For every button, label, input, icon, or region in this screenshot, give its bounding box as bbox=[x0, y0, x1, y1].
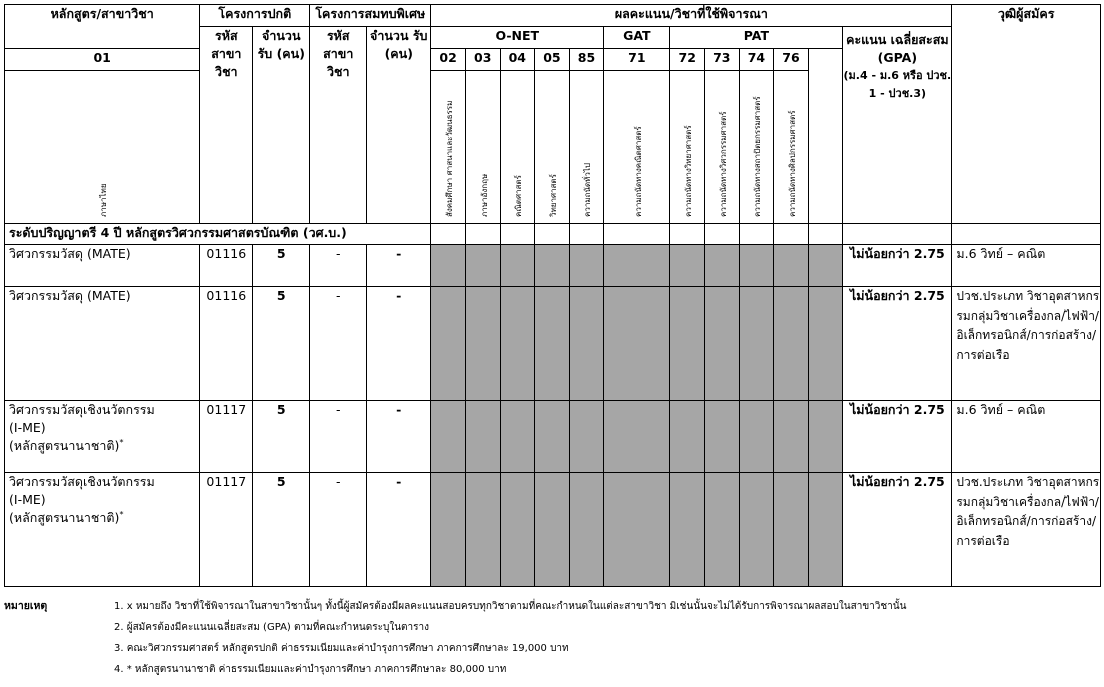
special-code: - bbox=[310, 473, 367, 587]
score-cell bbox=[604, 287, 670, 401]
program-code: 01117 bbox=[200, 401, 253, 473]
program-name: วิศวกรรมวัสดุเชิงนวัตกรรม bbox=[9, 474, 155, 489]
empty-cell bbox=[670, 224, 705, 245]
program-abbr: (I-ME) bbox=[9, 420, 46, 435]
subject-name-cell bbox=[670, 71, 705, 224]
score-cell bbox=[535, 287, 570, 401]
header-gpa bbox=[843, 27, 952, 224]
score-cell bbox=[604, 473, 670, 587]
subject-code: 01 bbox=[5, 49, 200, 71]
subject-name-cell bbox=[739, 71, 774, 224]
empty-cell bbox=[535, 224, 570, 245]
program-name: วิศวกรรมวัสดุเชิงนวัตกรรม bbox=[9, 402, 155, 417]
empty-cell bbox=[952, 224, 1101, 245]
program-name-cell bbox=[5, 473, 200, 587]
qualification-value: ปวช.ประเภท วิชาอุตสาหกรรมกลุ่มวิชาเครื่องกล/ไฟฟ้า/อิเล็กทรอนิกส์/การก่อสร้าง/ การต่อเรือ bbox=[952, 287, 1101, 401]
score-cell bbox=[670, 473, 705, 587]
program-type: (หลักสูตรนานาชาติ) bbox=[9, 510, 120, 525]
notes-list bbox=[114, 596, 1100, 680]
note-item: 2. ผู้สมัครต้องมีคะแนนเฉลี่ยสะสม (GPA) ตามที่คณะกำหนดระบุในตาราง bbox=[114, 622, 430, 633]
score-cell bbox=[604, 401, 670, 473]
program-name: วิศวกรรมวัสดุ (MATE) bbox=[5, 245, 200, 287]
subject-name-cell bbox=[774, 71, 809, 224]
score-cell bbox=[670, 287, 705, 401]
note-item: 3. คณะวิศวกรรมศาสตร์ หลักสูตรปกติ ค่าธรรมเนียมและค่าบำรุงการศึกษา ภาคการศึกษาละ 19,000 บาท bbox=[114, 643, 569, 654]
empty-cell bbox=[705, 224, 740, 245]
special-code: - bbox=[310, 401, 367, 473]
subject-name-cell bbox=[604, 71, 670, 224]
program-code: 01116 bbox=[200, 245, 253, 287]
program-type-wrap bbox=[9, 509, 199, 527]
subject-name: ภาษาอังกฤษ bbox=[479, 173, 489, 217]
score-cell bbox=[739, 401, 774, 473]
program-type-wrap bbox=[9, 437, 199, 455]
gpa-value: ไม่น้อยกว่า 2.75 bbox=[843, 245, 952, 287]
empty-cell bbox=[569, 224, 604, 245]
score-cell bbox=[569, 473, 604, 587]
score-cell bbox=[774, 245, 809, 287]
subject-code: 04 bbox=[500, 49, 535, 71]
table-row bbox=[5, 287, 1101, 401]
subject-name: ความถนัดทางคณิตศาสตร์ bbox=[633, 126, 643, 217]
score-cell bbox=[431, 401, 466, 473]
score-cell bbox=[465, 287, 500, 401]
subject-name: ความถนัดทางสถาปัตยกรรมศาสตร์ bbox=[753, 96, 763, 217]
empty-cell bbox=[465, 224, 500, 245]
empty-cell bbox=[431, 224, 466, 245]
special-quota: - bbox=[367, 245, 431, 287]
subject-name-cell bbox=[535, 71, 570, 224]
subject-code: 76 bbox=[774, 49, 809, 71]
header-regular-quota: จำนวน รับ (คน) bbox=[253, 27, 310, 224]
header-special: โครงการสมทบพิเศษ bbox=[310, 5, 431, 27]
header-onet: O-NET bbox=[431, 27, 604, 49]
subject-code: 03 bbox=[465, 49, 500, 71]
special-quota: - bbox=[367, 473, 431, 587]
score-cell bbox=[670, 401, 705, 473]
section-title: ระดับปริญญาตรี 4 ปี หลักสูตรวิศวกรรมศาสตรบัณฑิต (วศ.บ.) bbox=[5, 224, 431, 245]
score-cell bbox=[808, 287, 843, 401]
table-row bbox=[5, 473, 1101, 587]
subject-code: 71 bbox=[604, 49, 670, 71]
program-abbr: (I-ME) bbox=[9, 492, 46, 507]
score-cell bbox=[774, 401, 809, 473]
program-code: 01117 bbox=[200, 473, 253, 587]
subject-name-cell bbox=[569, 71, 604, 224]
qualification-value: ม.6 วิทย์ – คณิต bbox=[952, 245, 1101, 287]
subject-name-cell bbox=[705, 71, 740, 224]
subject-name-cell bbox=[500, 71, 535, 224]
subject-code: 73 bbox=[705, 49, 740, 71]
notes-label: หมายเหตุ bbox=[4, 600, 48, 612]
note-item: 1. x หมายถึง วิชาที่ใช้พิจารณาในสาขาวิชานั้นๆ ทั้งนี้ผู้สมัครต้องมีผลคะแนนสอบครบทุกวิชาตามที่คณะกำหนดในแต่ละสาขาวิชา มิเช่นนั้นจะไม่ได้รับการพิจารณาผลสอบในสาขาวิชานั้น bbox=[114, 601, 907, 612]
score-cell bbox=[739, 245, 774, 287]
header-gat: GAT bbox=[604, 27, 670, 49]
score-cell bbox=[808, 473, 843, 587]
score-cell bbox=[774, 287, 809, 401]
subject-code: 05 bbox=[535, 49, 570, 71]
note-item: 4. * หลักสูตรนานาชาติ ค่าธรรมเนียมและค่าบำรุงการศึกษา ภาคการศึกษาละ 80,000 บาท bbox=[114, 664, 507, 675]
subject-name: ภาษาไทย bbox=[99, 183, 109, 217]
subject-code: 72 bbox=[670, 49, 705, 71]
subject-name-cell bbox=[431, 71, 466, 224]
subject-code: 74 bbox=[739, 49, 774, 71]
score-cell bbox=[705, 473, 740, 587]
program-quota: 5 bbox=[253, 473, 310, 587]
score-cell bbox=[604, 245, 670, 287]
score-cell bbox=[808, 401, 843, 473]
score-cell bbox=[569, 401, 604, 473]
header-program: หลักสูตร/สาขาวิชา bbox=[5, 5, 200, 49]
header-scores: ผลคะแนน/วิชาที่ใช้พิจารณา bbox=[431, 5, 952, 27]
qualification-value: ม.6 วิทย์ – คณิต bbox=[952, 401, 1101, 473]
score-cell bbox=[465, 245, 500, 287]
header-pat: PAT bbox=[670, 27, 843, 49]
score-cell bbox=[431, 245, 466, 287]
subject-code: 85 bbox=[569, 49, 604, 71]
header-gpa-label: คะแนน เฉลี่ยสะสม (GPA) bbox=[846, 32, 949, 65]
section-row bbox=[5, 224, 1101, 245]
admission-table bbox=[4, 4, 1101, 587]
score-cell bbox=[535, 473, 570, 587]
subject-name: ความถนัดทางวิทยาศาสตร์ bbox=[684, 125, 694, 217]
header-regular-code: รหัส สาขา วิชา bbox=[200, 27, 253, 224]
special-code: - bbox=[310, 287, 367, 401]
program-name-cell bbox=[5, 401, 200, 473]
subject-code: 02 bbox=[431, 49, 466, 71]
score-cell bbox=[431, 473, 466, 587]
program-name: วิศวกรรมวัสดุ (MATE) bbox=[5, 287, 200, 401]
score-cell bbox=[431, 287, 466, 401]
score-cell bbox=[465, 473, 500, 587]
empty-cell bbox=[774, 224, 809, 245]
score-cell bbox=[739, 287, 774, 401]
score-cell bbox=[705, 287, 740, 401]
score-cell bbox=[569, 287, 604, 401]
subject-name: วิทยาศาสตร์ bbox=[548, 174, 558, 217]
score-cell bbox=[739, 473, 774, 587]
header-special-quota: จำนวน รับ (คน) bbox=[367, 27, 431, 224]
empty-cell bbox=[739, 224, 774, 245]
score-cell bbox=[808, 245, 843, 287]
table-row bbox=[5, 245, 1101, 287]
qualification-value: ปวช.ประเภท วิชาอุตสาหกรรมกลุ่มวิชาเครื่องกล/ไฟฟ้า/อิเล็กทรอนิกส์/การก่อสร้าง/ การต่อเรือ bbox=[952, 473, 1101, 587]
empty-cell bbox=[843, 224, 952, 245]
special-quota: - bbox=[367, 401, 431, 473]
header-gpa-note: (ม.4 - ม.6 หรือ ปวช. 1 - ปวช.3) bbox=[843, 69, 952, 100]
asterisk: * bbox=[119, 437, 124, 447]
header-special-code: รหัส สาขา วิชา bbox=[310, 27, 367, 224]
header-regular: โครงการปกติ bbox=[200, 5, 310, 27]
score-cell bbox=[670, 245, 705, 287]
subject-name-cell bbox=[5, 71, 200, 224]
score-cell bbox=[705, 245, 740, 287]
subject-name: ความถนัดทางศิลปกรรมศาสตร์ bbox=[787, 110, 797, 217]
special-code: - bbox=[310, 245, 367, 287]
subject-name: ความถนัดทางวิศวกรรมศาสตร์ bbox=[718, 111, 728, 217]
program-code: 01116 bbox=[200, 287, 253, 401]
program-quota: 5 bbox=[253, 245, 310, 287]
score-cell bbox=[500, 245, 535, 287]
subject-name: คณิตศาสตร์ bbox=[514, 175, 524, 217]
score-cell bbox=[500, 473, 535, 587]
asterisk: * bbox=[119, 509, 124, 519]
program-type: (หลักสูตรนานาชาติ) bbox=[9, 438, 120, 453]
header-qualification: วุฒิผู้สมัคร bbox=[952, 5, 1101, 224]
empty-cell bbox=[500, 224, 535, 245]
program-quota: 5 bbox=[253, 401, 310, 473]
score-cell bbox=[535, 401, 570, 473]
gpa-value: ไม่น้อยกว่า 2.75 bbox=[843, 287, 952, 401]
subject-name: สังคมศึกษา ศาสนาและวัฒนธรรม bbox=[445, 100, 455, 217]
score-cell bbox=[535, 245, 570, 287]
score-cell bbox=[500, 401, 535, 473]
admission-table-wrapper bbox=[4, 4, 1101, 587]
score-cell bbox=[500, 287, 535, 401]
program-quota: 5 bbox=[253, 287, 310, 401]
special-quota: - bbox=[367, 287, 431, 401]
score-cell bbox=[465, 401, 500, 473]
score-cell bbox=[569, 245, 604, 287]
gpa-value: ไม่น้อยกว่า 2.75 bbox=[843, 473, 952, 587]
score-cell bbox=[774, 473, 809, 587]
subject-name-cell bbox=[465, 71, 500, 224]
gpa-value: ไม่น้อยกว่า 2.75 bbox=[843, 401, 952, 473]
empty-cell bbox=[808, 224, 843, 245]
empty-cell bbox=[604, 224, 670, 245]
table-row bbox=[5, 401, 1101, 473]
subject-name: ความถนัดทั่วไป bbox=[583, 163, 593, 217]
score-cell bbox=[705, 401, 740, 473]
